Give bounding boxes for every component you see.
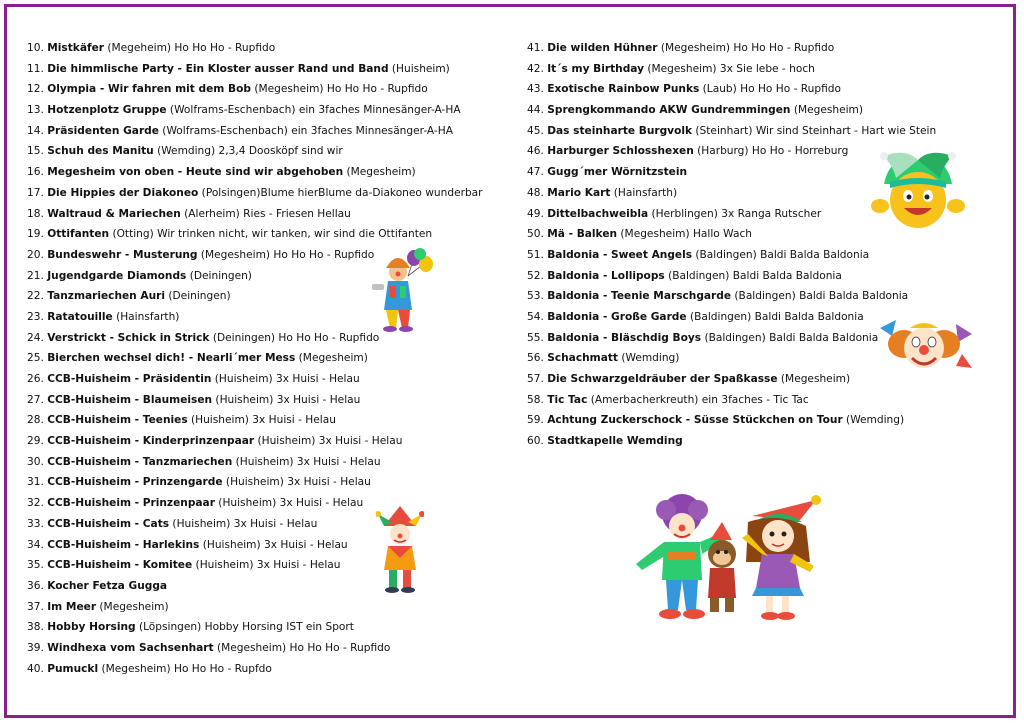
list-item xyxy=(527,38,997,59)
entry-number: 20. xyxy=(27,248,44,261)
entry-number: 31. xyxy=(27,476,44,489)
entry-name: Die wilden Hühner xyxy=(547,42,658,54)
list-item xyxy=(27,472,507,493)
list-item xyxy=(27,79,507,100)
jester-smiley-icon xyxy=(870,148,966,236)
entry-number: 57. xyxy=(527,373,544,385)
entry-name: Megesheim von oben - Heute sind wir abgehoben xyxy=(47,166,344,179)
entry-details: (Baldingen) Baldi Balda Baldonia xyxy=(731,290,909,303)
entry-number: 16. xyxy=(27,166,44,179)
entry-name: Die Schwarzgeldräuber der Spaßkasse xyxy=(547,373,778,385)
entry-details: (Wemding) xyxy=(842,414,905,427)
entry-name: Kocher Fetza Gugga xyxy=(47,579,168,592)
entry-name: CCB-Huisheim - Komitee xyxy=(47,559,193,572)
entry-name: Das steinharte Burgvolk xyxy=(547,124,693,137)
entry-details: (Huisheim) 3x Huisi - Helau xyxy=(211,373,360,385)
entry-number: 60. xyxy=(527,435,544,448)
entry-name: Ratatouille xyxy=(47,310,113,323)
entry-name: Olympia - Wir fahren mit dem Bob xyxy=(47,83,251,96)
list-item xyxy=(27,38,507,59)
list-item xyxy=(527,59,997,80)
list-item xyxy=(27,59,507,80)
entry-details: (Megesheim) Hallo Wach xyxy=(617,228,752,241)
entry-name: CCB-Huisheim - Tanzmariechen xyxy=(47,455,233,468)
entry-name: CCB-Huisheim - Teenies xyxy=(47,414,188,427)
entry-name: Dittelbachweibla xyxy=(547,207,649,220)
list-item xyxy=(527,410,997,431)
list-item xyxy=(27,348,507,369)
entry-name: CCB-Huisheim - Blaumeisen xyxy=(47,393,213,406)
list-item xyxy=(27,638,507,659)
entry-name: Tanzmariechen Auri xyxy=(47,290,166,303)
list-item xyxy=(27,121,507,142)
entry-number: 25. xyxy=(27,352,44,365)
list-item xyxy=(527,100,997,121)
left-column-list xyxy=(27,38,507,679)
entry-number: 33. xyxy=(27,517,44,530)
entry-number: 51. xyxy=(527,248,544,261)
entry-number: 45. xyxy=(527,124,544,137)
entry-details: (Huisheim) xyxy=(388,62,450,75)
entry-details: (Otting) Wir trinken nicht, wir tanken, wir sind die Ottifanten xyxy=(109,228,433,241)
entry-details: (Amerbacherkreuth) ein 3faches - Tic Tac xyxy=(587,393,809,406)
right-column-list xyxy=(527,38,997,452)
jester-clown-icon xyxy=(376,504,424,594)
entry-details: (Megesheim) Ho Ho Ho - Rupfido xyxy=(250,83,428,96)
entry-name: Jugendgarde Diamonds xyxy=(47,269,187,282)
entry-number: 47. xyxy=(527,166,544,179)
list-item xyxy=(27,493,507,514)
entry-details: (Löpsingen) Hobby Horsing IST ein Sport xyxy=(135,621,354,634)
list-item xyxy=(527,390,997,411)
entry-number: 48. xyxy=(527,186,544,199)
entry-details: (Baldingen) Baldi Balda Baldonia xyxy=(686,310,864,323)
entry-name: It´s my Birthday xyxy=(547,62,645,75)
entry-details: (Huisheim) 3x Huisi - Helau xyxy=(214,497,364,510)
list-item xyxy=(27,100,507,121)
entry-details: (Polsingen)Blume hierBlume da-Diakoneo wunderbar xyxy=(198,186,483,199)
entry-details: (Steinhart) Wir sind Steinhart - Hart wie Stein xyxy=(692,124,937,137)
entry-name: Gugg´mer Wörnitzstein xyxy=(547,166,688,179)
entry-number: 13. xyxy=(27,104,44,117)
list-item xyxy=(527,245,997,266)
entry-details: (Megesheim) xyxy=(96,600,169,613)
entry-number: 56. xyxy=(527,352,544,365)
entry-details: (Huisheim) 3x Huisi - Helau xyxy=(169,517,318,530)
entry-name: Schuh des Manitu xyxy=(47,145,154,158)
entry-details: (Megesheim) xyxy=(343,166,416,179)
entry-number: 58. xyxy=(527,393,544,406)
carnival-kids-icon xyxy=(630,492,822,626)
entry-number: 43. xyxy=(527,83,544,96)
entry-name: Tic Tac xyxy=(547,393,588,406)
entry-number: 36. xyxy=(27,579,44,592)
entry-details: (Deiningen) Ho Ho Ho - Rupfido xyxy=(209,331,380,344)
entry-details: (Megesheim) xyxy=(790,104,864,117)
entry-details: (Harburg) Ho Ho - Horreburg xyxy=(693,145,849,158)
list-item xyxy=(27,617,507,638)
entry-number: 54. xyxy=(527,310,544,323)
clown-with-balloons-icon xyxy=(368,248,436,332)
entry-details: (Huisheim) 3x Huisi - Helau xyxy=(199,538,348,551)
entry-name: Die himmlische Party - Ein Kloster ausser Rand und Band xyxy=(47,62,389,75)
entry-name: Mario Kart xyxy=(547,186,611,199)
entry-details: (Laub) Ho Ho Ho - Rupfido xyxy=(699,83,841,96)
list-item xyxy=(27,162,507,183)
list-item xyxy=(527,431,997,452)
list-item xyxy=(27,141,507,162)
list-item xyxy=(527,121,997,142)
list-item xyxy=(27,224,507,245)
entry-number: 50. xyxy=(527,228,544,241)
entry-name: Mä - Balken xyxy=(547,228,618,241)
entry-number: 28. xyxy=(27,414,44,427)
entry-details: (Huisheim) 3x Huisi - Helau xyxy=(212,393,361,406)
entry-number: 22. xyxy=(27,290,44,303)
entry-name: CCB-Huisheim - Kinderprinzenpaar xyxy=(47,435,255,448)
entry-name: CCB-Huisheim - Prinzengarde xyxy=(47,476,223,489)
entry-details: (Huisheim) 3x Huisi - Helau xyxy=(187,414,336,427)
entry-details: (Hainsfarth) xyxy=(112,310,180,323)
entry-number: 27. xyxy=(27,393,44,406)
entry-name: Hotzenplotz Gruppe xyxy=(47,104,167,117)
entry-name: Hobby Horsing xyxy=(47,621,136,634)
entry-details: (Megesheim) Ho Ho Ho - Rupfdo xyxy=(98,662,272,675)
entry-number: 40. xyxy=(27,662,44,675)
entry-details: (Wemding) xyxy=(617,352,680,365)
entry-number: 12. xyxy=(27,83,44,96)
entry-name: CCB-Huisheim - Präsidentin xyxy=(47,373,212,385)
entry-number: 38. xyxy=(27,621,44,634)
entry-number: 49. xyxy=(527,207,544,220)
entry-number: 24. xyxy=(27,331,44,344)
entry-details: (Huisheim) 3x Huisi - Helau xyxy=(232,455,381,468)
entry-name: Die Hippies der Diakoneo xyxy=(47,186,199,199)
entry-name: Präsidenten Garde xyxy=(47,124,159,137)
entry-number: 41. xyxy=(527,42,544,54)
entry-number: 11. xyxy=(27,62,44,75)
entry-number: 35. xyxy=(27,559,44,572)
list-item xyxy=(527,286,997,307)
entry-number: 59. xyxy=(527,414,544,427)
entry-details: (Wolframs-Eschenbach) ein 3faches Minnesänger-A-HA xyxy=(158,124,453,137)
entry-details: (Megesheim) 3x Sie lebe - hoch xyxy=(644,62,815,75)
entry-name: Verstrickt - Schick in Strick xyxy=(47,331,210,344)
list-item xyxy=(27,659,507,680)
entry-name: CCB-Huisheim - Harlekins xyxy=(47,538,200,551)
entry-name: CCB-Huisheim - Cats xyxy=(47,517,170,530)
list-item xyxy=(27,204,507,225)
entry-number: 42. xyxy=(527,62,544,75)
entry-name: Bundeswehr - Musterung xyxy=(47,248,198,261)
entry-name: Baldonia - Lollipops xyxy=(547,269,665,282)
entry-number: 30. xyxy=(27,455,44,468)
entry-name: Pumuckl xyxy=(47,662,99,675)
entry-details: (Megesheim) xyxy=(295,352,368,365)
entry-name: Baldonia - Bläschdig Boys xyxy=(547,331,702,344)
list-item xyxy=(527,266,997,287)
entry-number: 23. xyxy=(27,310,44,323)
entry-number: 17. xyxy=(27,186,44,199)
list-item xyxy=(27,369,507,390)
list-item xyxy=(27,431,507,452)
list-item xyxy=(27,576,507,597)
list-item xyxy=(27,390,507,411)
entry-name: Schachmatt xyxy=(547,352,618,365)
entry-details: (Huisheim) 3x Huisi - Helau xyxy=(222,476,371,489)
entry-details: (Deiningen) xyxy=(186,269,252,282)
entry-name: Bierchen wechsel dich! - Nearli´mer Mess xyxy=(47,352,296,365)
entry-number: 53. xyxy=(527,290,544,303)
entry-name: Waltraud & Mariechen xyxy=(47,207,181,220)
entry-details: (Hainsfarth) xyxy=(610,186,678,199)
entry-details: (Baldingen) Baldi Balda Baldonia xyxy=(664,269,842,282)
entry-name: Mistkäfer xyxy=(47,42,104,54)
entry-number: 32. xyxy=(27,497,44,510)
entry-number: 44. xyxy=(527,104,544,117)
entry-number: 15. xyxy=(27,145,44,158)
entry-number: 46. xyxy=(527,145,544,158)
entry-details: (Deiningen) xyxy=(165,290,231,303)
entry-name: Baldonia - Sweet Angels xyxy=(547,248,693,261)
list-item xyxy=(27,535,507,556)
entry-number: 21. xyxy=(27,269,44,282)
list-item xyxy=(27,555,507,576)
entry-number: 29. xyxy=(27,435,44,448)
entry-details: (Wolframs-Eschenbach) ein 3faches Minnesänger-A-HA xyxy=(166,104,461,117)
list-item xyxy=(27,183,507,204)
entry-number: 10. xyxy=(27,42,44,54)
list-item xyxy=(27,514,507,535)
entry-name: Ottifanten xyxy=(47,228,110,241)
clown-face-icon xyxy=(874,314,974,380)
list-item xyxy=(27,410,507,431)
entry-details: (Baldingen) Baldi Balda Baldonia xyxy=(692,248,870,261)
entry-details: (Baldingen) Baldi Balda Baldonia xyxy=(701,331,879,344)
entry-name: Stadtkapelle Wemding xyxy=(547,435,683,448)
entry-number: 14. xyxy=(27,124,44,137)
entry-number: 52. xyxy=(527,269,544,282)
entry-number: 34. xyxy=(27,538,44,551)
entry-details: (Megesheim) xyxy=(777,373,851,385)
list-item xyxy=(27,597,507,618)
entry-details: (Huisheim) 3x Huisi - Helau xyxy=(254,435,403,448)
entry-name: Harburger Schlosshexen xyxy=(547,145,694,158)
list-item xyxy=(27,452,507,473)
entry-name: Baldonia - Teenie Marschgarde xyxy=(547,290,732,303)
entry-details: (Wemding) 2,3,4 Doosköpf sind wir xyxy=(153,145,343,158)
entry-number: 55. xyxy=(527,331,544,344)
entry-name: Im Meer xyxy=(47,600,97,613)
entry-details: (Megesheim) Ho Ho Ho - Rupfido xyxy=(197,248,375,261)
entry-name: Baldonia - Große Garde xyxy=(547,310,687,323)
entry-details: (Megeheim) Ho Ho Ho - Rupfido xyxy=(104,42,276,54)
entry-details: (Megesheim) Ho Ho Ho - Rupfido xyxy=(213,641,391,654)
entry-name: Exotische Rainbow Punks xyxy=(547,83,700,96)
entry-number: 37. xyxy=(27,600,44,613)
entry-number: 26. xyxy=(27,373,44,385)
entry-number: 18. xyxy=(27,207,44,220)
entry-name: Windhexa vom Sachsenhart xyxy=(47,641,214,654)
entry-number: 39. xyxy=(27,641,44,654)
entry-number: 19. xyxy=(27,228,44,241)
list-item xyxy=(527,79,997,100)
entry-name: Sprengkommando AKW Gundremmingen xyxy=(547,104,791,117)
entry-name: CCB-Huisheim - Prinzenpaar xyxy=(47,497,215,510)
entry-details: (Huisheim) 3x Huisi - Helau xyxy=(192,559,341,572)
entry-details: (Herblingen) 3x Ranga Rutscher xyxy=(648,207,822,220)
entry-details: (Megesheim) Ho Ho Ho - Rupfido xyxy=(657,42,835,54)
entry-details: (Alerheim) Ries - Friesen Hellau xyxy=(180,207,351,220)
entry-name: Achtung Zuckerschock - Süsse Stückchen on Tour xyxy=(547,414,843,427)
